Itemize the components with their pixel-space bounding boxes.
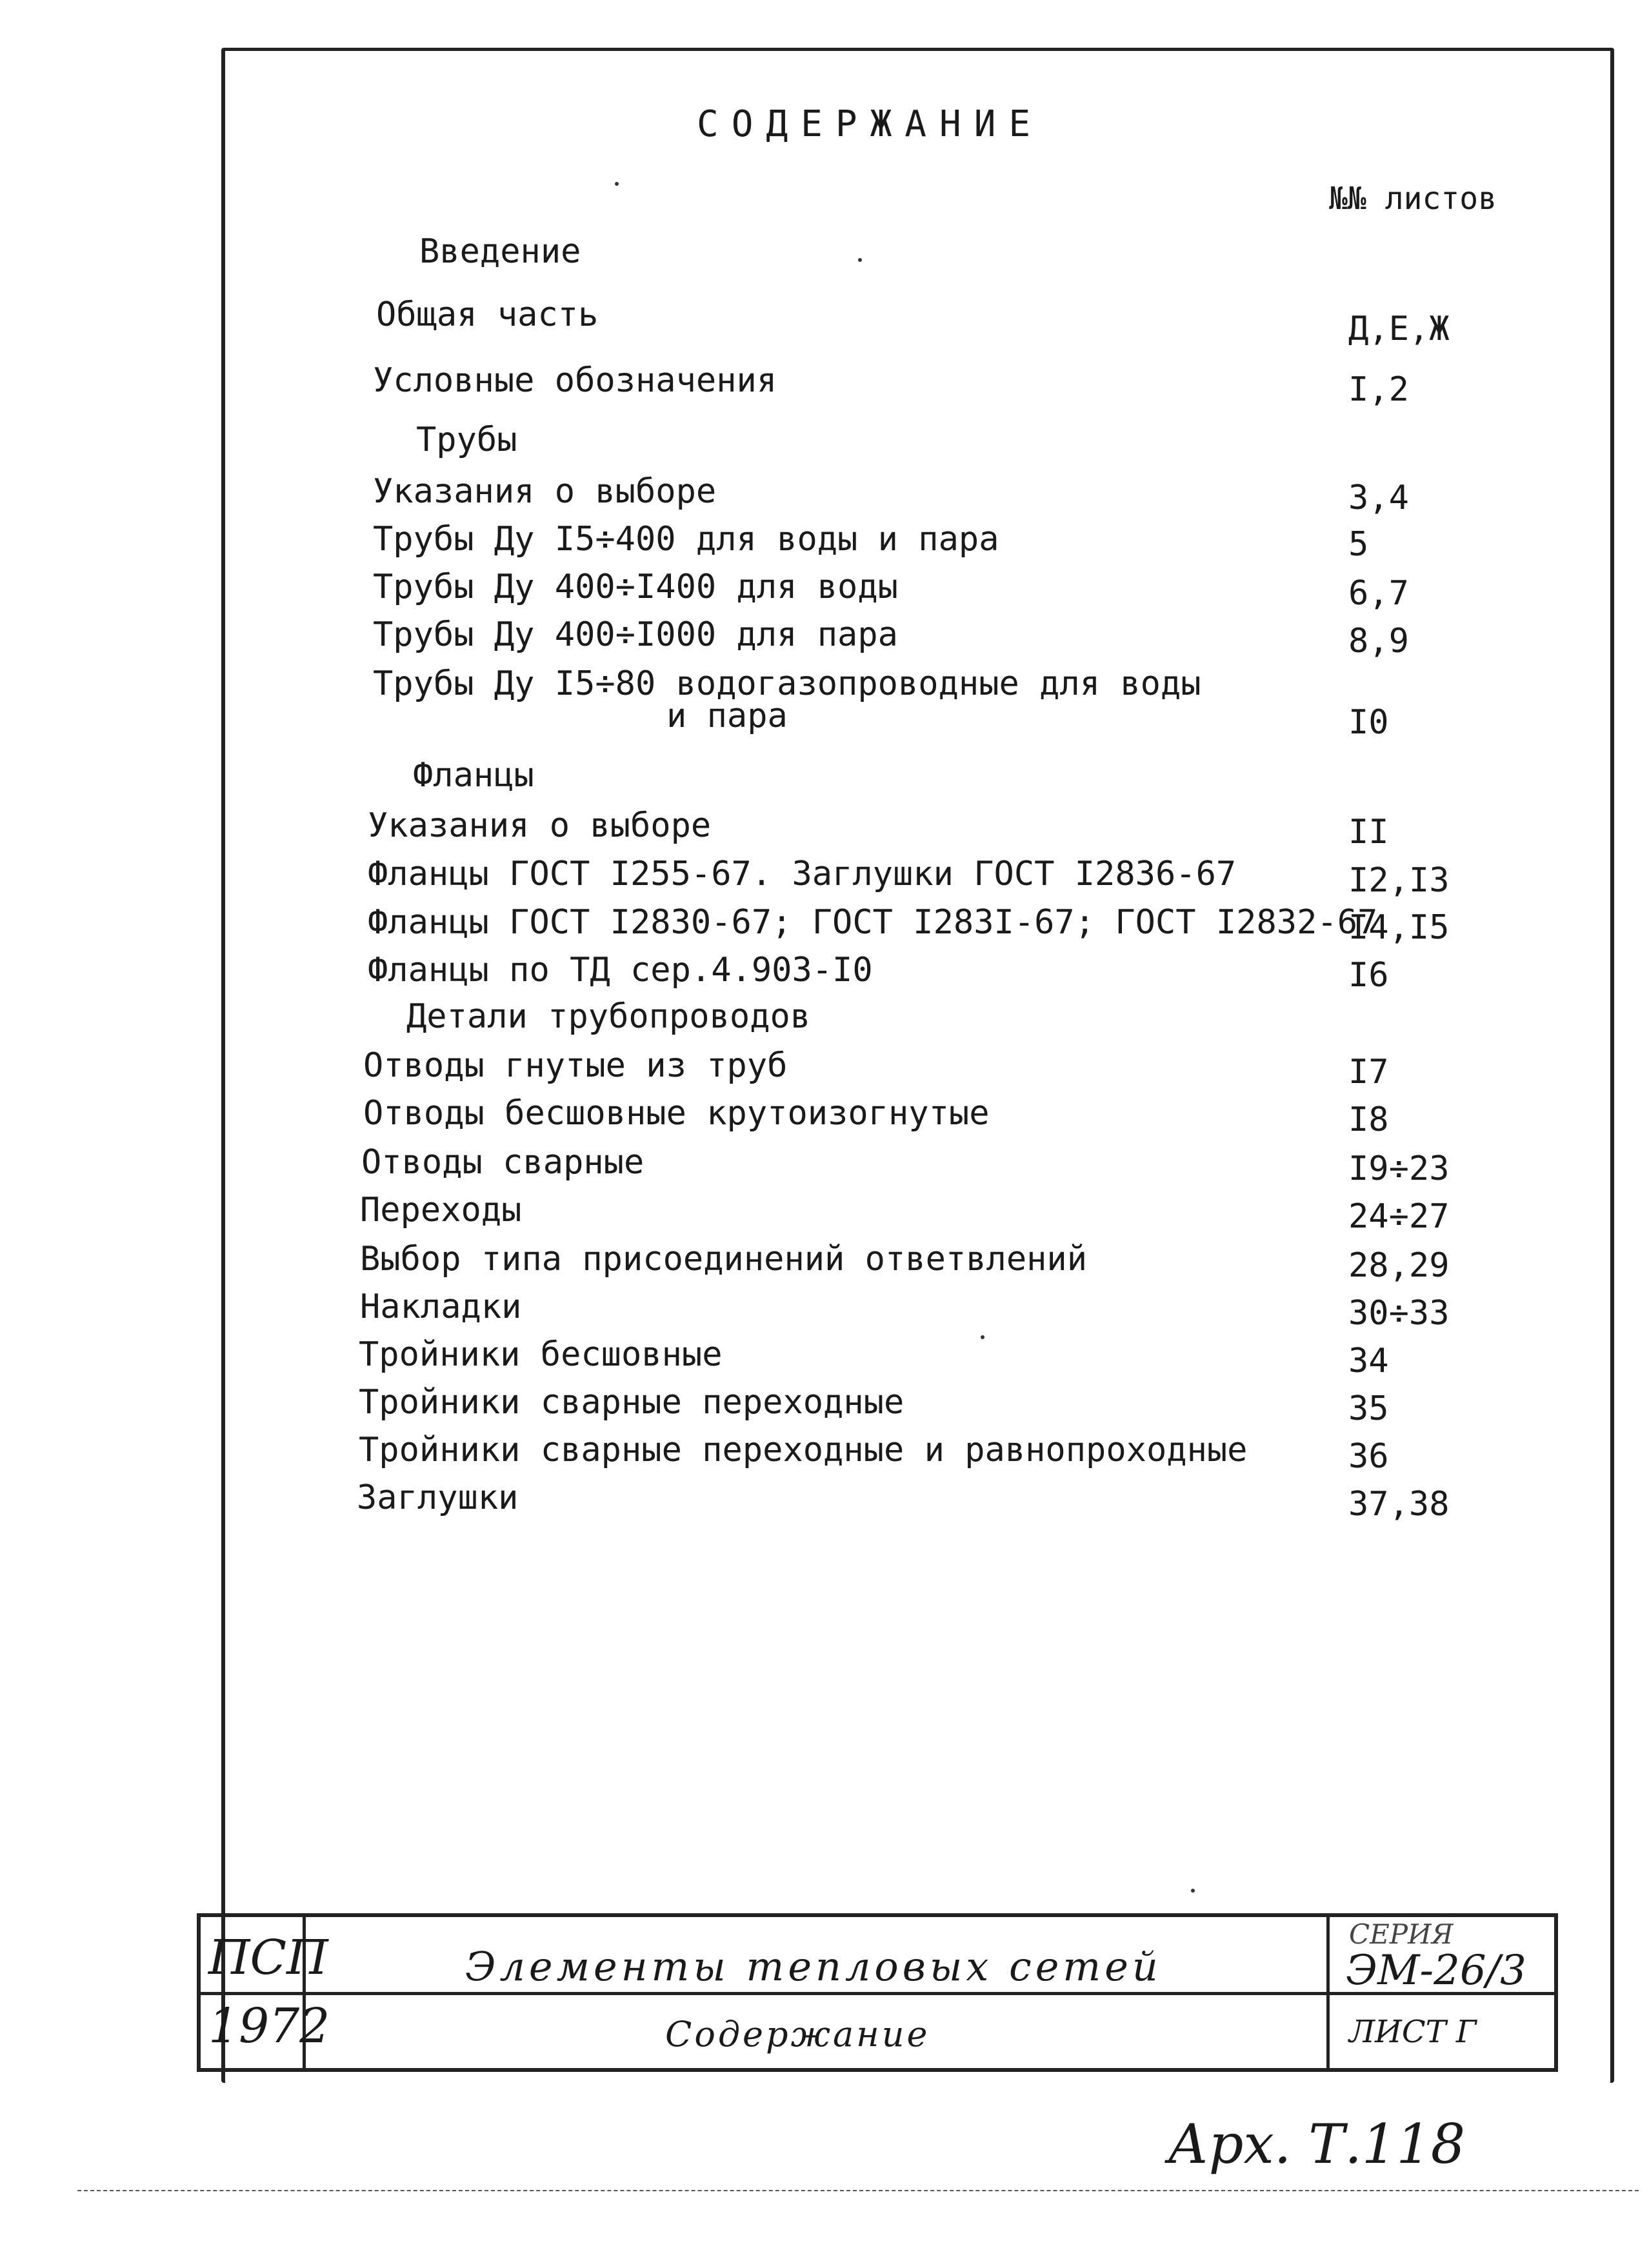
sheet-label: ЛИСТ Г — [1349, 2014, 1477, 2050]
contents-row-sheets: I9÷23 — [1348, 1149, 1450, 1188]
series-number: ЭМ-26/3 — [1346, 1947, 1526, 1994]
contents-row-title: Трубы Ду 400÷I400 для воды — [373, 568, 898, 606]
contents-row-title: Трубы Ду I5÷80 водогазопроводные для воды — [373, 664, 1201, 703]
contents-row-title: Тройники сварные переходные и равнопроходные — [359, 1431, 1248, 1469]
contents-row-sheets: 30÷33 — [1348, 1294, 1450, 1333]
contents-row-sheets: I0 — [1348, 703, 1389, 742]
contents-row-title: Фланцы — [413, 756, 534, 795]
contents-row-title: Фланцы ГОСТ I255-67. Заглушки ГОСТ I2836-67 — [368, 855, 1237, 893]
contents-row-title: Тройники сварные переходные — [359, 1383, 904, 1422]
contents-row-sheets: II — [1348, 813, 1389, 851]
project-title: Элементы тепловых сетей — [465, 1943, 1162, 1990]
contents-row-sheets: I8 — [1348, 1100, 1389, 1139]
contents-row-title: Фланцы по ТД сер.4.903-I0 — [368, 951, 873, 990]
org-name: ПСП — [208, 1930, 328, 1985]
contents-row-title: Переходы — [360, 1191, 522, 1229]
archive-note: Арх. Т.118 — [1168, 2113, 1466, 2176]
contents-row-title: Указания о выборе — [373, 472, 717, 511]
contents-row-title: Отводы гнутые из труб — [363, 1046, 788, 1085]
scan-speck — [1191, 1889, 1195, 1893]
contents-row-title: Накладки — [360, 1288, 522, 1326]
contents-row-title: Тройники бесшовные — [359, 1335, 723, 1374]
contents-row-sheets: 8,9 — [1348, 622, 1409, 661]
contents-row-sheets: 28,29 — [1348, 1246, 1450, 1285]
contents-row-sheets: 5 — [1348, 525, 1369, 564]
scan-speck — [981, 1335, 984, 1339]
page-title: СОДЕРЖАНИЕ — [697, 103, 1044, 145]
series-label: СЕРИЯ — [1349, 1918, 1454, 1950]
contents-row-sheets: I4,I5 — [1348, 908, 1450, 947]
year: 1972 — [208, 1998, 330, 2054]
title-block — [197, 1913, 1558, 2072]
sheets-column-header: №№ листов — [1329, 181, 1497, 217]
contents-row-sheets: 37,38 — [1348, 1485, 1450, 1524]
contents-row-title: Трубы — [416, 421, 517, 459]
contents-row-title: Условные обозначения — [373, 361, 777, 400]
contents-row-sheets: 36 — [1348, 1437, 1389, 1476]
scan-speck — [615, 182, 619, 186]
contents-row-title: Указания о выборе — [368, 806, 712, 845]
contents-row-sheets: Д,Е,Ж — [1348, 310, 1450, 348]
contents-row-sheets: I,2 — [1348, 370, 1409, 409]
contents-row-sheets: 35 — [1348, 1389, 1389, 1428]
contents-row-title: Детали трубопроводов — [406, 997, 811, 1036]
contents-row-sheets: 34 — [1348, 1342, 1389, 1380]
contents-row-title: Фланцы ГОСТ I2830-67; ГОСТ I283I-67; ГОСТ I2832-67 — [368, 903, 1378, 942]
contents-row-title: Отводы бесшовные крутоизогнутые — [363, 1094, 990, 1133]
contents-row-title: Трубы Ду 400÷I000 для пара — [373, 615, 898, 654]
contents-row-title: Отводы сварные — [361, 1143, 645, 1182]
contents-row-sheets: I6 — [1348, 956, 1389, 995]
sheet-title: Содержание — [665, 2014, 930, 2054]
contents-row-sheets: 24÷27 — [1348, 1197, 1450, 1236]
contents-row-sheets: I2,I3 — [1348, 861, 1450, 900]
contents-row-sheets: I7 — [1348, 1053, 1389, 1091]
contents-row-title: Заглушки — [357, 1478, 519, 1517]
contents-row-title: Трубы Ду I5÷400 для воды и пара — [373, 520, 999, 559]
contents-row-sheets: 6,7 — [1348, 574, 1409, 613]
contents-row-title: Выбор типа присоединений ответвлений — [360, 1240, 1088, 1278]
contents-row-title: Общая часть — [376, 295, 599, 334]
contents-row-sheets: 3,4 — [1348, 479, 1409, 517]
contents-row-title: Введение — [419, 232, 581, 271]
scan-speck — [858, 258, 862, 262]
bottom-rule — [77, 2190, 1639, 2191]
contents-row-title-continued: и пара — [666, 697, 788, 735]
